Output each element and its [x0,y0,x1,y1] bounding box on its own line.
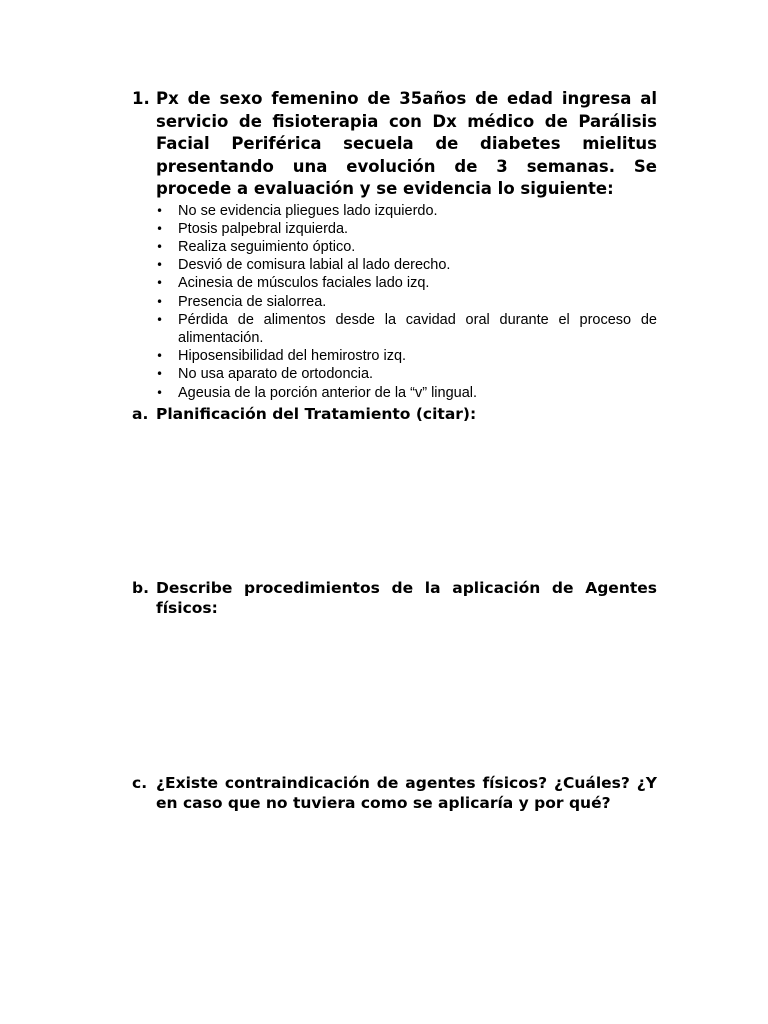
subquestion-label: a. [132,405,149,423]
list-item [156,220,657,238]
question-1 [132,88,657,402]
question-text: Px de sexo femenino de 35años de edad ingresa al servicio de fisioterapia con Dx médico de Parálisis Facial Periférica secuela de diabetes mielitus presentando una evolución de 3 semanas. Se procede a evaluación y se evidencia lo siguiente: [156,89,657,198]
bullet-icon: • [156,312,164,327]
finding-text: No usa aparato de ortodoncia. [178,366,374,383]
subquestion-a-row [132,404,657,424]
subquestion-text: Describe procedimientos de la aplicación de Agentes físicos: [156,579,657,617]
subquestion-a [132,404,657,424]
finding-text: Presencia de sialorrea. [178,293,327,310]
question-1-heading [132,88,657,201]
finding-text: Ptosis palpebral izquierda. [178,220,349,237]
bullet-icon: • [156,258,164,273]
bullet-icon: • [156,276,164,291]
subquestion-c-row [132,773,657,813]
bullet-icon: • [156,239,164,254]
subquestion-c [132,773,657,813]
subquestion-label: c. [132,774,148,792]
question-number: 1. [132,89,150,108]
list-item [156,238,657,256]
finding-text: Acinesia de músculos faciales lado izq. [178,275,430,292]
subquestion-text: ¿Existe contraindicación de agentes físicos? ¿Cuáles? ¿Y en caso que no tuviera como se aplicaría y por qué? [156,774,657,812]
finding-text: Ageusia de la porción anterior de la “v” lingual. [178,384,478,401]
list-item [156,293,657,311]
bullet-icon: • [156,367,164,382]
subquestion-label: b. [132,579,149,597]
finding-text: Pérdida de alimentos desde la cavidad oral durante el proceso de alimentación. [178,311,657,346]
bullet-icon: • [156,203,164,218]
finding-text: Hiposensibilidad del hemirostro izq. [178,348,407,365]
bullet-icon: • [156,221,164,236]
list-item [156,347,657,365]
subquestion-b [132,578,657,618]
list-item [156,274,657,292]
list-item [156,311,657,347]
list-item [156,384,657,402]
subquestion-text: Planificación del Tratamiento (citar): [156,405,477,423]
finding-text: Realiza seguimiento óptico. [178,238,356,255]
finding-text: No se evidencia pliegues lado izquierdo. [178,202,438,219]
bullet-icon: • [156,349,164,364]
findings-list [156,202,657,402]
list-item [156,202,657,220]
bullet-icon: • [156,385,164,400]
bullet-icon: • [156,294,164,309]
list-item [156,365,657,383]
subquestion-b-row [132,578,657,618]
finding-text: Desvió de comisura labial al lado derecho. [178,257,451,274]
list-item [156,256,657,274]
